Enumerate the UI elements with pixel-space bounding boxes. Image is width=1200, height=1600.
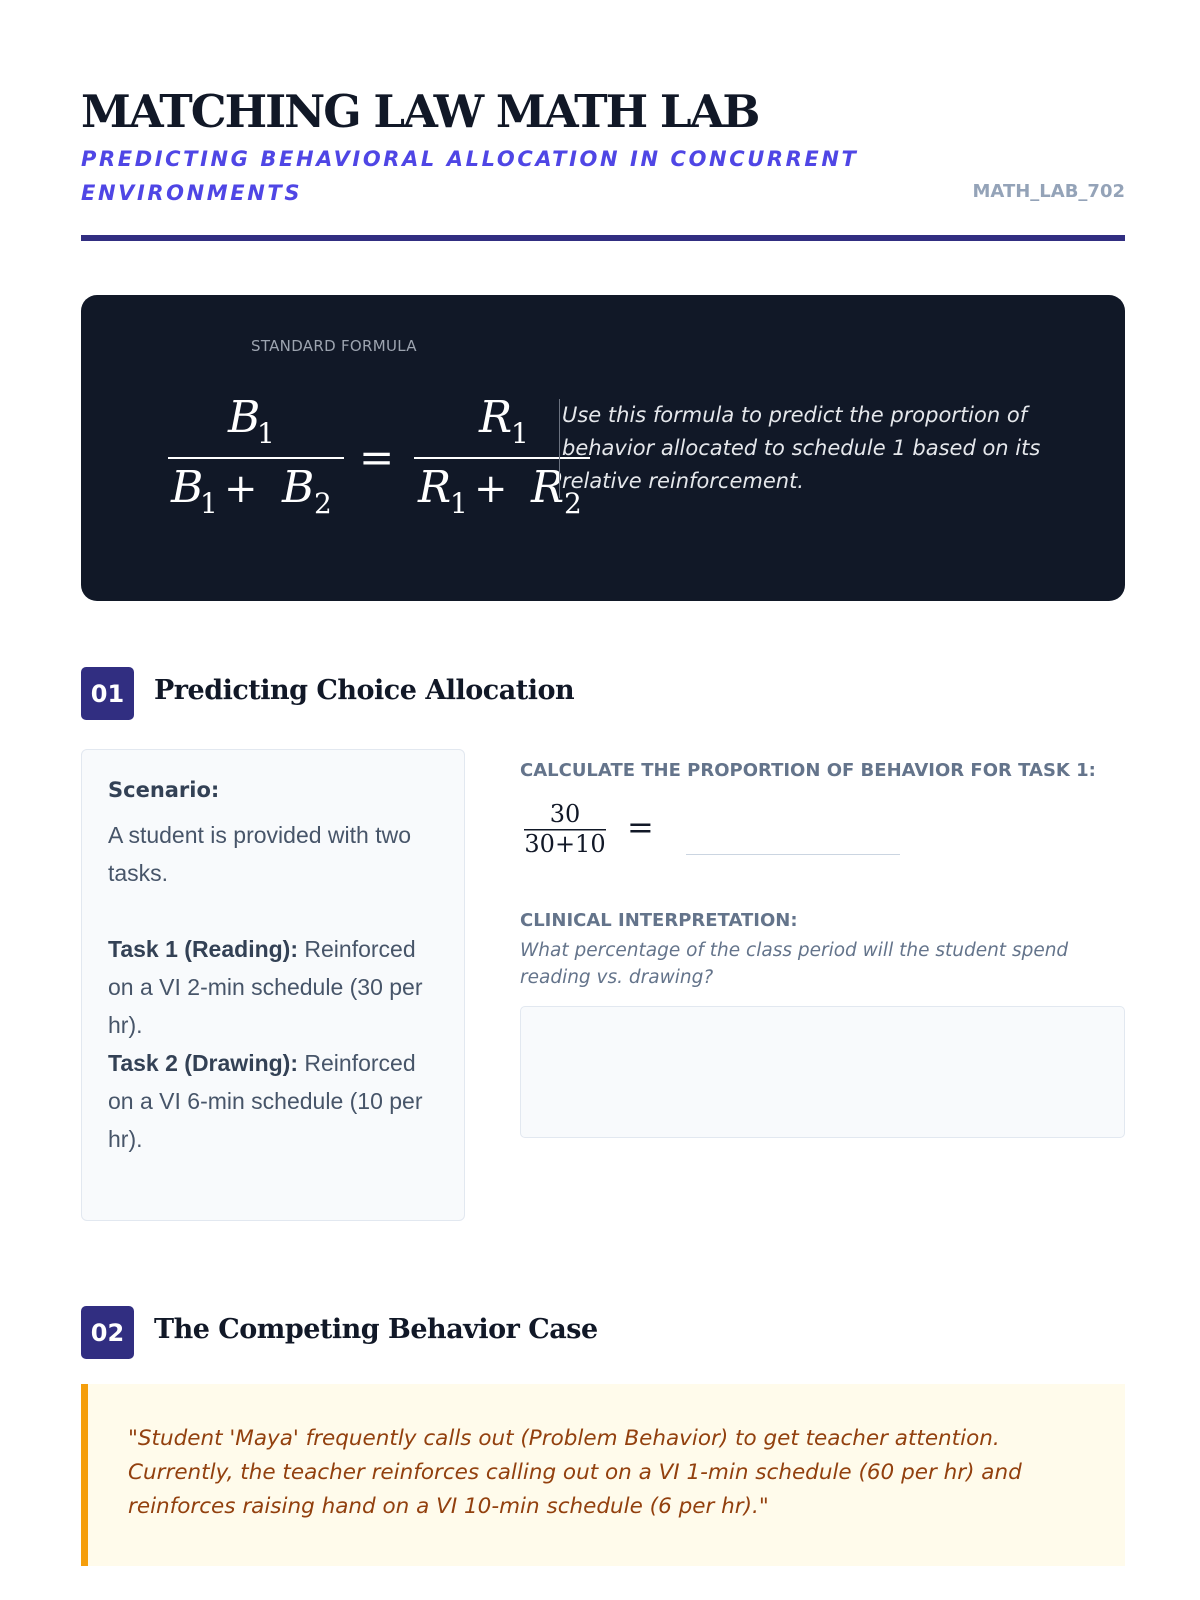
document-code: MATH_LAB_702 bbox=[972, 181, 1125, 202]
scenario-intro: A student is provided with two tasks. bbox=[108, 822, 411, 886]
interpretation-answer-box[interactable] bbox=[520, 1006, 1125, 1138]
case-quote-text: "Student 'Maya' frequently calls out (Problem Behavior) to get teacher attention. Currently, the teacher reinforces calling out on a VI 1-min schedule (60 per hr) and reinforces raising hand on a VI 10-min schedule (6 per hr)." bbox=[128, 1426, 1022, 1519]
rhs-denominator-plus: + bbox=[474, 466, 508, 512]
calc-numerator: 30 bbox=[549, 800, 581, 828]
lhs-fraction-bar bbox=[168, 457, 344, 459]
rhs-denominator-sub1: 1 bbox=[450, 487, 468, 520]
section-2-badge: 02 bbox=[81, 1306, 134, 1359]
page-title: MATCHING LAW MATH LAB bbox=[81, 85, 759, 138]
lhs-denominator-sub1: 1 bbox=[200, 487, 218, 520]
calculation-prompt: CALCULATE THE PROPORTION OF BEHAVIOR FOR TASK 1: bbox=[520, 760, 1096, 781]
proportion-answer-line[interactable] bbox=[686, 854, 900, 855]
section-1-badge: 01 bbox=[81, 667, 134, 720]
scenario-label: Scenario: bbox=[108, 778, 220, 802]
task-2-description bbox=[108, 1044, 438, 1158]
formula-label: STANDARD FORMULA bbox=[251, 337, 417, 355]
rhs-denominator-r2: R bbox=[531, 462, 565, 513]
interpretation-label: CLINICAL INTERPRETATION: bbox=[520, 910, 798, 931]
task-1-text: Reinforced on a VI 2-min schedule (30 per hr). bbox=[108, 936, 423, 1038]
formula-equals: = bbox=[359, 433, 395, 482]
task-2-text: Reinforced on a VI 6-min schedule (10 per hr). bbox=[108, 1050, 423, 1152]
section-1-header bbox=[81, 667, 781, 721]
calc-equals: = bbox=[627, 808, 654, 846]
task-1-description bbox=[108, 930, 438, 1044]
calc-denominator: 30+10 bbox=[524, 830, 606, 858]
formula-note: Use this formula to predict the proportion of behavior allocated to schedule 1 based on its relative reinforcement. bbox=[559, 399, 1082, 498]
page-subtitle: PREDICTING BEHAVIORAL ALLOCATION IN CONCURRENT ENVIRONMENTS bbox=[81, 147, 859, 205]
section-2-header bbox=[81, 1306, 781, 1360]
scenario-card bbox=[81, 749, 465, 1221]
section-1-title: Predicting Choice Allocation bbox=[154, 675, 575, 706]
task-1-label: Task 1 (Reading): bbox=[108, 936, 298, 962]
lhs-numerator-sub: 1 bbox=[257, 417, 275, 450]
rhs-numerator: R bbox=[479, 392, 513, 443]
lhs-denominator-sub2: 2 bbox=[314, 487, 332, 520]
rhs-denominator-sub2: 2 bbox=[564, 487, 582, 520]
case-quote bbox=[81, 1384, 1125, 1566]
scenario-spacer bbox=[108, 892, 438, 930]
formula-card bbox=[81, 295, 1125, 601]
rhs-denominator-r1: R bbox=[418, 462, 452, 513]
lhs-numerator: B bbox=[228, 392, 261, 443]
section-2-title: The Competing Behavior Case bbox=[154, 1314, 598, 1345]
header-divider bbox=[81, 235, 1125, 241]
task-2-label: Task 2 (Drawing): bbox=[108, 1050, 298, 1076]
calculation-fraction bbox=[520, 796, 940, 866]
lhs-denominator-b1: B bbox=[171, 462, 204, 513]
lhs-denominator-plus: + bbox=[224, 466, 258, 512]
interpretation-question: What percentage of the class period will the student spend reading vs. drawing? bbox=[520, 940, 1069, 988]
rhs-numerator-sub: 1 bbox=[511, 417, 529, 450]
lhs-denominator-b2: B bbox=[282, 462, 315, 513]
